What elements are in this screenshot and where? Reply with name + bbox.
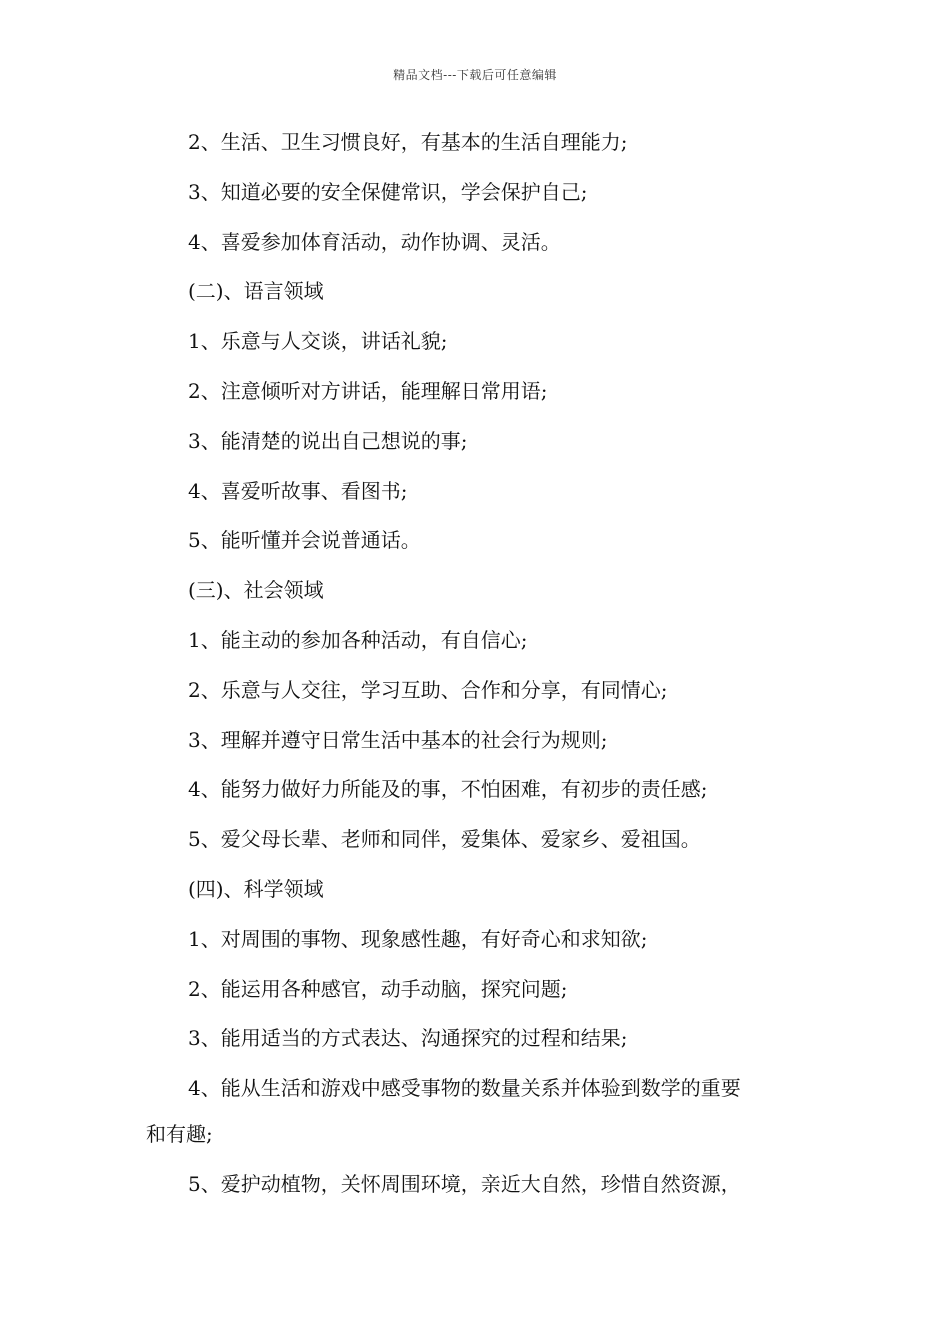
section-heading-language: (二)、语言领域 [188, 279, 324, 304]
paragraph-line: 5、爱父母长辈、老师和同伴，爱集体、爱家乡、爱祖国。 [188, 827, 701, 852]
paragraph-line: 2、乐意与人交往，学习互助、合作和分享，有同情心; [188, 677, 668, 702]
page-header: 精品文档---下载后可任意编辑 [393, 68, 557, 82]
paragraph-line-continuation: 和有趣; [146, 1121, 213, 1146]
section-heading-science: (四)、科学领域 [188, 876, 324, 901]
paragraph-line: 5、爱护动植物，关怀周围环境，亲近大自然，珍惜自然资源， [188, 1171, 741, 1196]
paragraph-line: 3、理解并遵守日常生活中基本的社会行为规则; [188, 727, 608, 752]
paragraph-line: 4、喜爱听故事、看图书; [188, 478, 408, 503]
paragraph-line: 2、生活、卫生习惯良好，有基本的生活自理能力; [188, 130, 628, 154]
paragraph-line: 3、能清楚的说出自己想说的事; [188, 428, 468, 453]
paragraph-line: 3、知道必要的安全保健常识，学会保护自己; [188, 179, 588, 204]
paragraph-line: 1、对周围的事物、现象感性趣，有好奇心和求知欲; [188, 926, 648, 951]
paragraph-line: 4、喜爱参加体育活动，动作协调、灵活。 [188, 229, 561, 254]
paragraph-line: 2、注意倾听对方讲话，能理解日常用语; [188, 378, 548, 403]
paragraph-line: 5、能听懂并会说普通话。 [188, 528, 421, 553]
document-body [146, 130, 816, 1222]
paragraph-line: 2、能运用各种感官，动手动脑，探究问题; [188, 976, 568, 1001]
paragraph-line: 3、能用适当的方式表达、沟通探究的过程和结果; [188, 1026, 628, 1051]
paragraph-line: 1、能主动的参加各种活动，有自信心; [188, 627, 528, 652]
paragraph-line: 4、能努力做好力所能及的事，不怕困难，有初步的责任感; [188, 777, 708, 802]
paragraph-line: 1、乐意与人交谈，讲话礼貌; [188, 329, 448, 354]
section-heading-social: (三)、社会领域 [188, 578, 324, 603]
paragraph-line: 4、能从生活和游戏中感受事物的数量关系并体验到数学的重要 [188, 1076, 741, 1101]
